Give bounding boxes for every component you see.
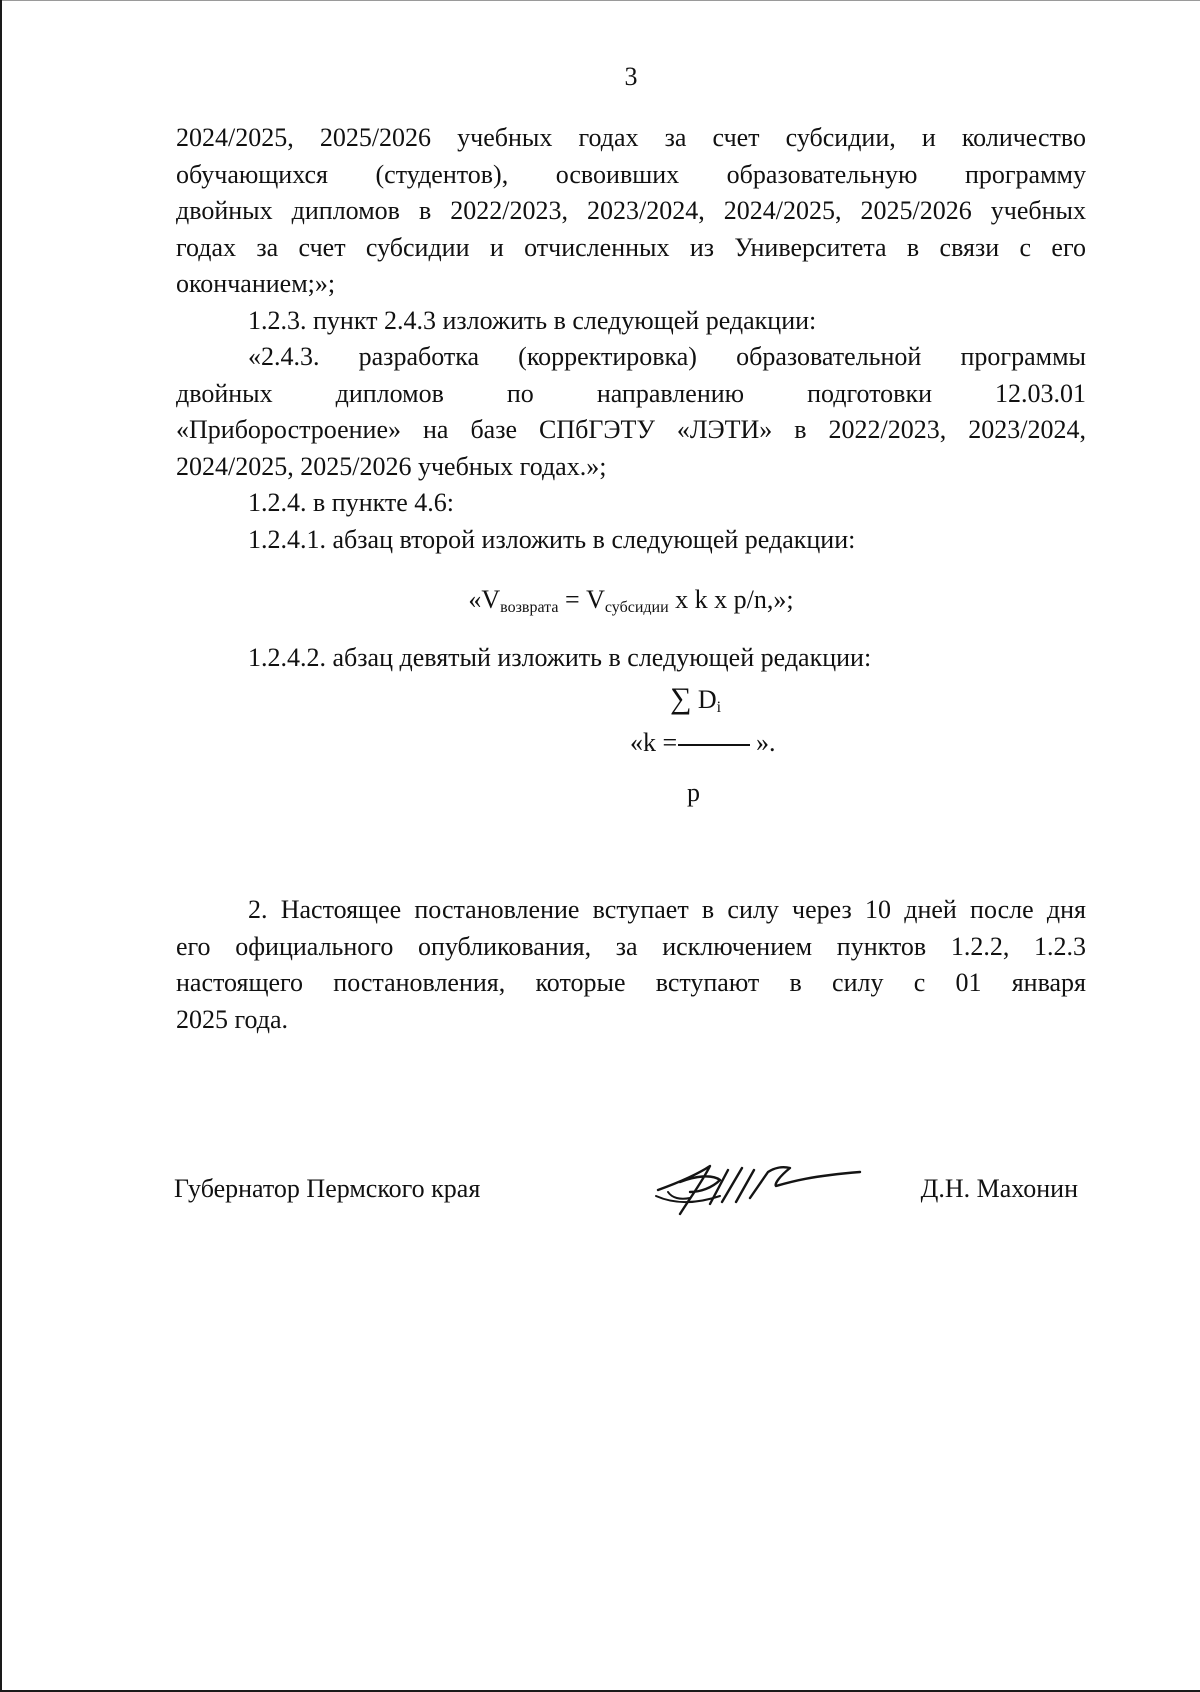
- item-1-2-3: 1.2.3. пункт 2.4.3 изложить в следующей редакции:: [248, 305, 817, 335]
- sum-symbol: ∑: [670, 682, 692, 715]
- fraction-bar: [678, 744, 750, 746]
- numerator-index: i: [716, 699, 722, 716]
- formula-sub-return: возврата: [500, 599, 559, 616]
- governor-name: Д.Н. Махонин: [920, 1174, 1078, 1203]
- continuation-line-3: двойных дипломов в 2022/2023, 2023/2024, 2024/2025, 2025/2026 учебных: [176, 196, 1086, 225]
- governor-title: Губернатор Пермского края: [174, 1174, 481, 1203]
- formula-sub-subsidy: субсидии: [604, 599, 669, 616]
- item-2-4-3-line-1: «2.4.3. разработка (корректировка) образовательной программы: [248, 342, 1086, 371]
- formula-return-volume: [0, 582, 1200, 626]
- item-2-4-3-line-4: 2024/2025, 2025/2026 учебных годах.»;: [176, 451, 607, 481]
- formula-open: «V: [468, 585, 501, 614]
- page-top-edge: [0, 0, 1200, 1]
- section-2: [176, 892, 1086, 1038]
- page-number: 3: [624, 62, 638, 91]
- continuation-line-5: окончанием;»;: [176, 269, 336, 298]
- handwritten-signature: [650, 1152, 868, 1222]
- item-1-2-4-2: 1.2.4.2. абзац девятый изложить в следующей редакции:: [248, 643, 872, 672]
- document-body-mid: [176, 640, 1086, 677]
- numerator-d: D: [697, 685, 717, 714]
- item-1-2-4-1: 1.2.4.1. абзац второй изложить в следующей редакции:: [248, 524, 856, 554]
- continuation-line-4: годах за счет субсидии и отчисленных из Университета в связи с его: [176, 232, 1086, 262]
- page-left-edge: [0, 0, 2, 1692]
- section-2-line-2: его официального опубликования, за исключением пунктов 1.2.2, 1.2.3: [176, 931, 1086, 961]
- formula-k-lhs: «k =: [630, 728, 678, 757]
- section-2-line-4: 2025 года.: [176, 1004, 289, 1034]
- continuation-line-1: 2024/2025, 2025/2026 учебных годах за счет субсидии, и количество: [176, 123, 1086, 152]
- formula-tail: х k х p/n,»;: [668, 585, 794, 614]
- item-2-4-3-line-2: двойных дипломов по направлению подготовки 12.03.01: [176, 378, 1086, 408]
- document-body: [176, 120, 1086, 558]
- continuation-line-2: обучающихся (студентов), освоивших образовательную программу: [176, 159, 1086, 189]
- formula-k-rhs: ».: [756, 728, 776, 757]
- item-2-4-3-line-3: «Приборостроение» на базе СПбГЭТУ «ЛЭТИ» в 2022/2023, 2023/2024,: [176, 415, 1086, 444]
- item-1-2-4: 1.2.4. в пункте 4.6:: [248, 488, 455, 517]
- section-2-line-1: 2. Настоящее постановление вступает в силу через 10 дней после дня: [248, 895, 1086, 924]
- formula-k-denominator: p: [687, 778, 700, 807]
- section-2-line-3: настоящего постановления, которые вступают в силу с 01 января: [176, 968, 1086, 997]
- formula-equals-v: = V: [558, 585, 605, 614]
- formula-k-numerator: [670, 682, 721, 717]
